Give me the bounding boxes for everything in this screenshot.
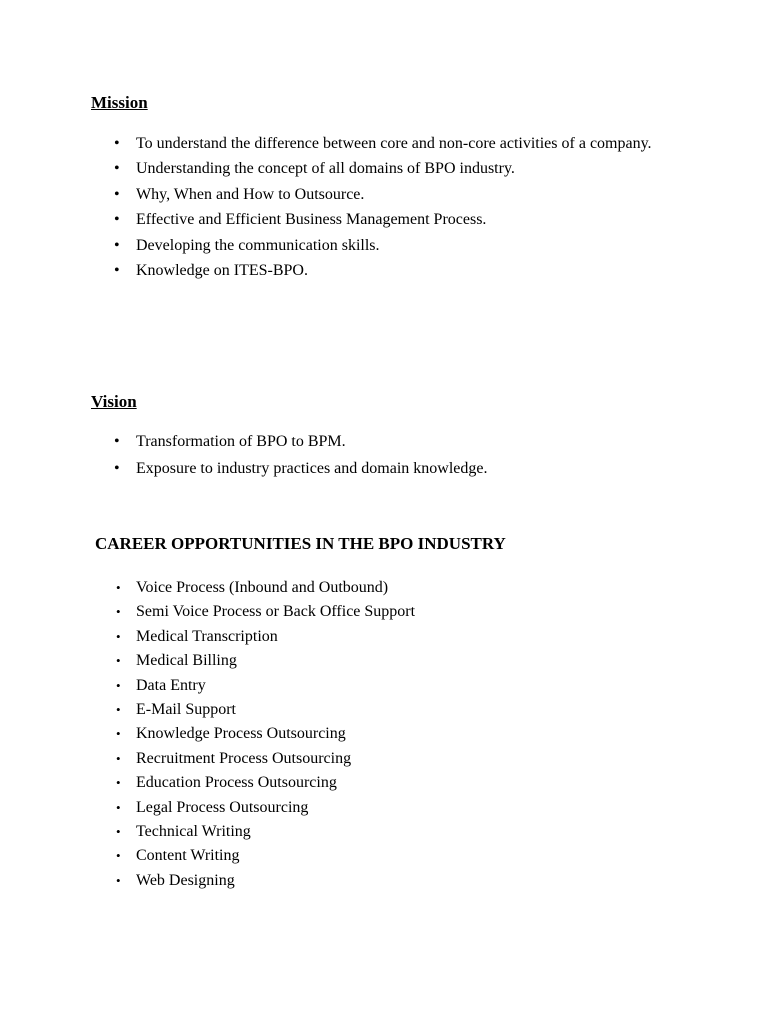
- list-item: [0, 456, 656, 481]
- list-item: [0, 600, 656, 624]
- list-item: [0, 771, 656, 795]
- list-item-text: Voice Process (Inbound and Outbound): [136, 579, 389, 596]
- list-item: [0, 234, 656, 258]
- bullet-icon: •: [116, 848, 121, 864]
- vision-list: [0, 429, 656, 483]
- list-item: [0, 674, 656, 698]
- list-item-text: Knowledge on ITES-BPO.: [136, 261, 308, 279]
- bullet-icon: •: [114, 135, 120, 152]
- list-item-text: Medical Transcription: [136, 627, 278, 645]
- bullet-icon: •: [116, 604, 121, 620]
- bullet-icon: •: [116, 653, 121, 669]
- bullet-icon: •: [116, 872, 121, 888]
- list-item: [0, 157, 656, 181]
- list-item-text: Understanding the concept of all domains of BPO industry.: [136, 160, 515, 178]
- vision-heading: Vision: [91, 392, 137, 411]
- list-item: [0, 869, 656, 893]
- list-item: [0, 576, 656, 600]
- list-item-text: Medical Billing: [136, 652, 237, 670]
- list-item-text: Exposure to industry practices and domain knowledge.: [136, 460, 488, 477]
- list-item: [0, 796, 656, 820]
- mission-heading: Mission: [91, 93, 148, 112]
- list-item: [0, 820, 656, 844]
- list-item-text: Web Designing: [136, 871, 235, 889]
- bullet-icon: •: [114, 160, 120, 178]
- list-item-text: Legal Process Outsourcing: [136, 798, 309, 816]
- bullet-icon: •: [116, 799, 121, 815]
- list-item-text: Why, When and How to Outsource.: [136, 185, 365, 203]
- career-list: [0, 576, 656, 893]
- list-item-text: Semi Voice Process or Back Office Support: [136, 603, 416, 621]
- bullet-icon: •: [114, 460, 120, 477]
- list-item-text: Effective and Efficient Business Management Process.: [136, 211, 487, 229]
- bullet-icon: •: [116, 775, 121, 791]
- mission-list: [0, 132, 656, 284]
- bullet-icon: •: [114, 236, 120, 254]
- list-item-text: Recruitment Process Outsourcing: [136, 749, 352, 767]
- bullet-icon: •: [116, 580, 121, 595]
- list-item: [0, 625, 656, 649]
- list-item-text: E-Mail Support: [136, 701, 236, 719]
- list-item: [0, 722, 656, 746]
- list-item-text: Developing the communication skills.: [136, 236, 380, 254]
- list-item-text: Knowledge Process Outsourcing: [136, 725, 346, 743]
- list-item: [0, 698, 656, 722]
- list-item: [0, 132, 656, 156]
- bullet-icon: •: [116, 628, 121, 644]
- bullet-icon: •: [116, 750, 121, 766]
- list-item-text: Data Entry: [136, 676, 206, 694]
- list-item: [0, 747, 656, 771]
- bullet-icon: •: [114, 211, 120, 229]
- list-item: [0, 429, 656, 454]
- list-item: [0, 649, 656, 673]
- bullet-icon: •: [116, 702, 121, 718]
- bullet-icon: •: [116, 824, 121, 840]
- career-heading: CAREER OPPORTUNITIES IN THE BPO INDUSTRY: [95, 534, 506, 553]
- list-item-text: Transformation of BPO to BPM.: [136, 433, 346, 450]
- list-item-text: To understand the difference between core and non-core activities of a company.: [136, 135, 652, 152]
- list-item-text: Content Writing: [136, 847, 240, 865]
- bullet-icon: •: [114, 261, 120, 279]
- bullet-icon: •: [114, 185, 120, 203]
- list-item: [0, 183, 656, 207]
- list-item: [0, 259, 656, 283]
- bullet-icon: •: [114, 433, 120, 450]
- list-item-text: Technical Writing: [136, 823, 251, 841]
- list-item-text: Education Process Outsourcing: [136, 774, 337, 792]
- bullet-icon: •: [116, 677, 121, 693]
- list-item: [0, 208, 656, 232]
- bullet-icon: •: [116, 726, 121, 742]
- list-item: [0, 844, 656, 868]
